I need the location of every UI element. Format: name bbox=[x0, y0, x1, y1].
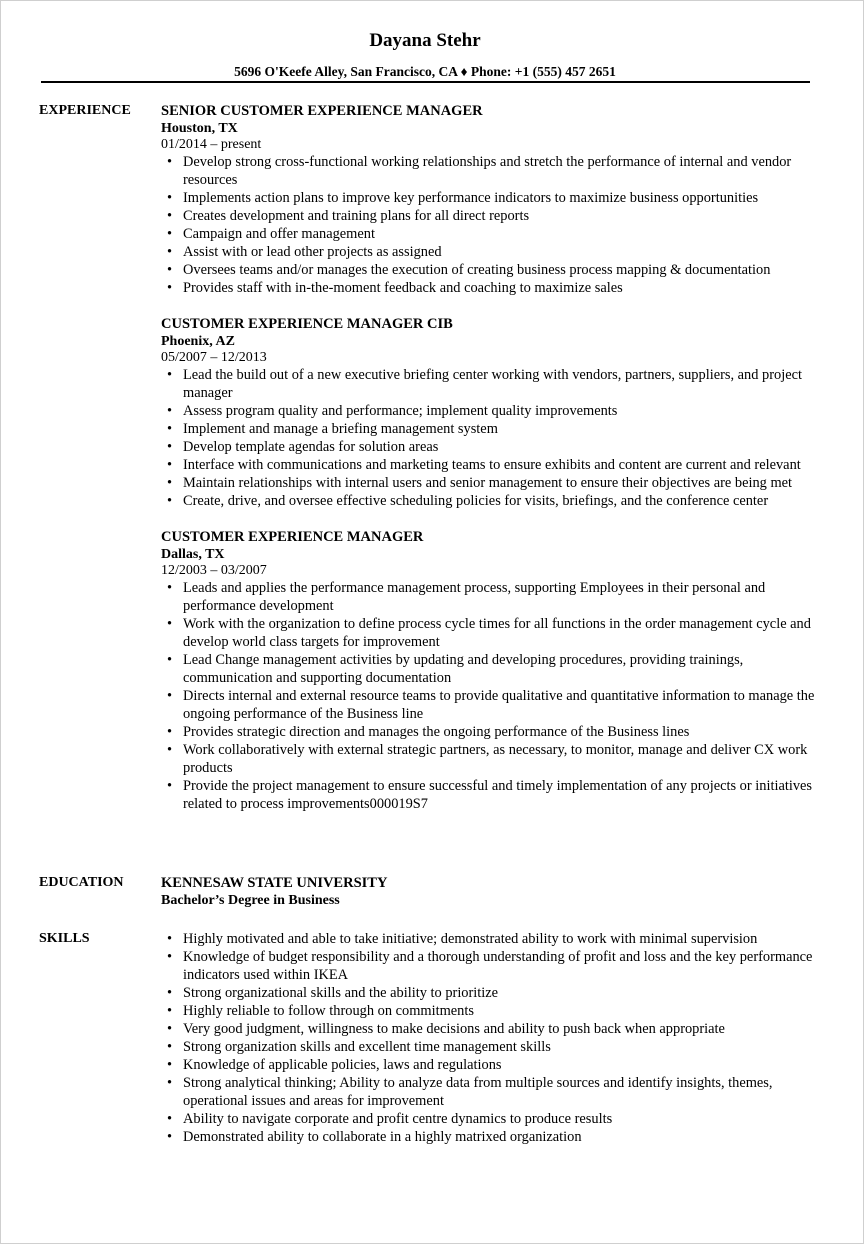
bullet-item: • Creates development and training plans for all direct reports bbox=[161, 207, 821, 225]
job-location: Houston, TX bbox=[161, 121, 238, 136]
contact-line: 5696 O'Keefe Alley, San Francisco, CA ♦ Phone: +1 (555) 457 2651 bbox=[234, 64, 616, 79]
bullet-item: • Maintain relationships with internal users and senior management to ensure their objectives are being met bbox=[161, 474, 821, 492]
bullet-item: • Directs internal and external resource teams to provide qualitative and quantitative information to manage the ongoing performance of the Business line bbox=[161, 687, 821, 723]
school-name: KENNESAW STATE UNIVERSITY bbox=[161, 875, 388, 891]
bullet-item: • Implement and manage a briefing management system bbox=[161, 420, 821, 438]
skill-item: • Very good judgment, willingness to make decisions and ability to push back when appropriate bbox=[161, 1020, 821, 1038]
job-entry bbox=[161, 102, 821, 297]
education-body bbox=[161, 874, 821, 909]
bullet-item: • Lead the build out of a new executive briefing center working with vendors, partners, suppliers, and project manager bbox=[161, 366, 821, 402]
bullet-item: • Provide the project management to ensure successful and timely implementation of any projects or initiatives related to process improvements000019S7 bbox=[161, 777, 821, 813]
job-bullets bbox=[161, 579, 821, 813]
skill-item: • Knowledge of budget responsibility and a thorough understanding of profit and loss and the key performance indicators used within IKEA bbox=[161, 948, 821, 984]
section-title-experience: EXPERIENCE bbox=[39, 103, 131, 118]
bullet-item: • Leads and applies the performance management process, supporting Employees in their personal and performance development bbox=[161, 579, 821, 615]
job-location: Phoenix, AZ bbox=[161, 334, 235, 349]
skills-list bbox=[161, 930, 821, 1146]
skill-item: • Demonstrated ability to collaborate in a highly matrixed organization bbox=[161, 1128, 821, 1146]
job-bullets bbox=[161, 366, 821, 510]
section-title-skills: SKILLS bbox=[39, 931, 90, 946]
job-entry bbox=[161, 315, 821, 510]
skill-item: • Highly reliable to follow through on commitments bbox=[161, 1002, 821, 1020]
skill-item: • Strong analytical thinking; Ability to analyze data from multiple sources and identify insights, themes, operational issues and areas for improvement bbox=[161, 1074, 821, 1110]
bullet-item: • Implements action plans to improve key performance indicators to maximize business opportunities bbox=[161, 189, 821, 207]
bullet-item: • Create, drive, and oversee effective scheduling policies for visits, briefings, and the conference center bbox=[161, 492, 821, 510]
degree: Bachelor’s Degree in Business bbox=[161, 893, 340, 908]
skill-item: • Knowledge of applicable policies, laws and regulations bbox=[161, 1056, 821, 1074]
bullet-item: • Assess program quality and performance; implement quality improvements bbox=[161, 402, 821, 420]
experience-body bbox=[161, 102, 821, 831]
job-location: Dallas, TX bbox=[161, 547, 225, 562]
bullet-item: • Lead Change management activities by updating and developing procedures, providing trainings, communication and supporting documentation bbox=[161, 651, 821, 687]
job-bullets bbox=[161, 153, 821, 297]
section-title-education: EDUCATION bbox=[39, 875, 124, 890]
bullet-item: • Assist with or lead other projects as assigned bbox=[161, 243, 821, 261]
job-entry bbox=[161, 528, 821, 813]
bullet-item: • Develop template agendas for solution areas bbox=[161, 438, 821, 456]
job-dates: 12/2003 – 03/2007 bbox=[161, 563, 267, 578]
job-title: CUSTOMER EXPERIENCE MANAGER bbox=[161, 529, 424, 545]
header-divider bbox=[41, 81, 810, 83]
job-title: SENIOR CUSTOMER EXPERIENCE MANAGER bbox=[161, 103, 483, 119]
bullet-item: • Work collaboratively with external strategic partners, as necessary, to monitor, manage and deliver CX work products bbox=[161, 741, 821, 777]
bullet-item: • Interface with communications and marketing teams to ensure exhibits and content are current and relevant bbox=[161, 456, 821, 474]
candidate-name: Dayana Stehr bbox=[369, 30, 481, 51]
skills-body bbox=[161, 930, 821, 1146]
skill-item: • Strong organization skills and excellent time management skills bbox=[161, 1038, 821, 1056]
bullet-item: • Provides staff with in-the-moment feedback and coaching to maximize sales bbox=[161, 279, 821, 297]
job-dates: 05/2007 – 12/2013 bbox=[161, 350, 267, 365]
job-title: CUSTOMER EXPERIENCE MANAGER CIB bbox=[161, 316, 453, 332]
bullet-item: • Work with the organization to define process cycle times for all functions in the order management cycle and develop world class targets for improvement bbox=[161, 615, 821, 651]
skill-item: • Strong organizational skills and the ability to prioritize bbox=[161, 984, 821, 1002]
bullet-item: • Provides strategic direction and manages the ongoing performance of the Business lines bbox=[161, 723, 821, 741]
skill-item: • Highly motivated and able to take initiative; demonstrated ability to work with minimal supervision bbox=[161, 930, 821, 948]
skill-item: • Ability to navigate corporate and profit centre dynamics to produce results bbox=[161, 1110, 821, 1128]
job-dates: 01/2014 – present bbox=[161, 137, 262, 152]
bullet-item: • Campaign and offer management bbox=[161, 225, 821, 243]
bullet-item: • Develop strong cross-functional working relationships and stretch the performance of internal and vendor resources bbox=[161, 153, 821, 189]
bullet-item: • Oversees teams and/or manages the execution of creating business process mapping & documentation bbox=[161, 261, 821, 279]
resume-header bbox=[41, 29, 809, 80]
